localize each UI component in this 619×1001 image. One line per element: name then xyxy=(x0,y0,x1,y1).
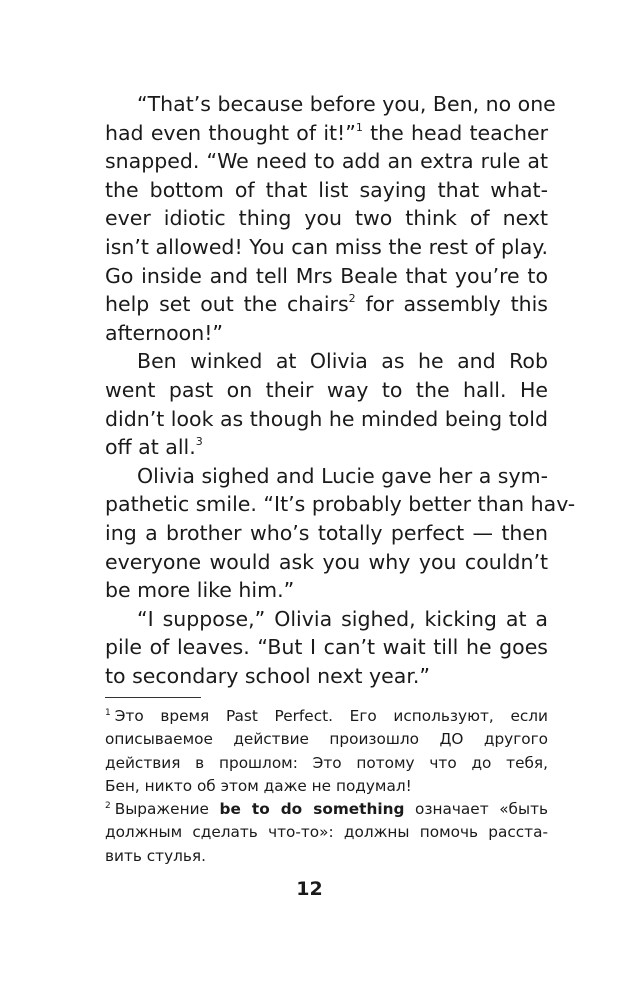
footnote-line xyxy=(105,728,548,751)
text-fragment: Выражение xyxy=(114,800,220,819)
footnote-marker: 2 xyxy=(348,292,356,306)
text-fragment: Olivia sighed and Lucie gave her a sym- xyxy=(137,463,548,488)
text-line xyxy=(105,490,576,519)
text-line xyxy=(105,405,548,434)
text-line xyxy=(105,519,548,548)
text-line xyxy=(105,176,548,205)
footnote-divider xyxy=(105,697,201,698)
text-fragment: pile of leaves. “But I can’t wait till he goes xyxy=(105,635,548,660)
text-line xyxy=(105,262,548,291)
text-fragment: ever idiotic thing you two think of next xyxy=(105,206,548,231)
main-text xyxy=(105,90,576,690)
footnote-line xyxy=(105,821,548,844)
text-fragment: everyone would ask you why you couldn’t xyxy=(105,549,548,574)
footnote-marker: 1 xyxy=(355,120,363,134)
text-line xyxy=(105,576,548,605)
text-line xyxy=(105,347,548,376)
text-line xyxy=(105,662,548,691)
text-fragment: ing a brother who’s totally perfect — then xyxy=(105,520,548,545)
page-number: 12 xyxy=(296,878,323,900)
footnotes xyxy=(105,705,548,868)
text-fragment: snapped. “We need to add an extra rule at xyxy=(105,149,548,174)
text-line xyxy=(105,204,548,233)
text-fragment: be more like him.” xyxy=(105,578,295,603)
text-fragment: Это время Past Perfect. Его используют, если xyxy=(114,707,548,725)
text-fragment: the head teacher xyxy=(362,120,549,145)
text-line xyxy=(105,319,548,348)
text-line xyxy=(105,633,548,662)
text-fragment: for assembly this xyxy=(355,292,548,317)
text-fragment: isn’t allowed! You can miss the rest of play. xyxy=(105,234,548,259)
text-line xyxy=(105,605,548,634)
text-fragment: help set out the chairs xyxy=(105,292,349,317)
footnote-line xyxy=(105,798,548,821)
text-fragment: to secondary school next year.” xyxy=(105,663,431,688)
text-line xyxy=(105,548,548,577)
footnote-line xyxy=(105,775,548,798)
text-line xyxy=(105,119,548,148)
text-line xyxy=(105,462,548,491)
text-fragment: afternoon!” xyxy=(105,320,224,345)
text-fragment: had even thought of it!” xyxy=(105,120,356,145)
text-fragment: Ben winked at Olivia as he and Rob xyxy=(137,349,548,374)
text-line xyxy=(105,147,548,176)
text-fragment: Go inside and tell Mrs Beale that you’re to xyxy=(105,263,548,288)
text-fragment: “That’s because before you, Ben, no one xyxy=(137,92,556,116)
text-line xyxy=(105,376,548,405)
text-fragment: Бен, никто об этом даже не подумал! xyxy=(105,776,412,795)
footnote-number: 2 xyxy=(105,801,111,812)
text-line xyxy=(105,90,556,119)
text-fragment: означает «быть xyxy=(404,800,548,819)
text-fragment: действия в прошлом: Это потому что до тебя, xyxy=(105,753,548,772)
text-fragment: went past on their way to the hall. He xyxy=(105,377,548,402)
footnote-number: 1 xyxy=(105,708,111,718)
footnote-marker: 3 xyxy=(195,435,203,449)
footnote-line xyxy=(105,845,548,868)
text-fragment: didn’t look as though he minded being told xyxy=(105,406,548,431)
footnote-line xyxy=(105,752,548,775)
text-fragment: описываемое действие произошло ДО другого xyxy=(105,730,548,749)
text-fragment: pathetic smile. “It’s probably better than hav- xyxy=(105,492,576,517)
text-line xyxy=(105,233,548,262)
text-line xyxy=(105,433,548,462)
text-fragment: должным сделать что-то»: должны помочь расста- xyxy=(105,823,548,842)
bold-phrase: be to do something xyxy=(219,800,405,819)
footnote-line xyxy=(105,705,548,728)
text-fragment: off at all. xyxy=(105,435,196,460)
text-line xyxy=(105,290,548,319)
text-fragment: the bottom of that list saying that what- xyxy=(105,177,548,202)
text-fragment: “I suppose,” Olivia sighed, kicking at a xyxy=(137,606,548,631)
text-fragment: вить стулья. xyxy=(105,846,206,865)
